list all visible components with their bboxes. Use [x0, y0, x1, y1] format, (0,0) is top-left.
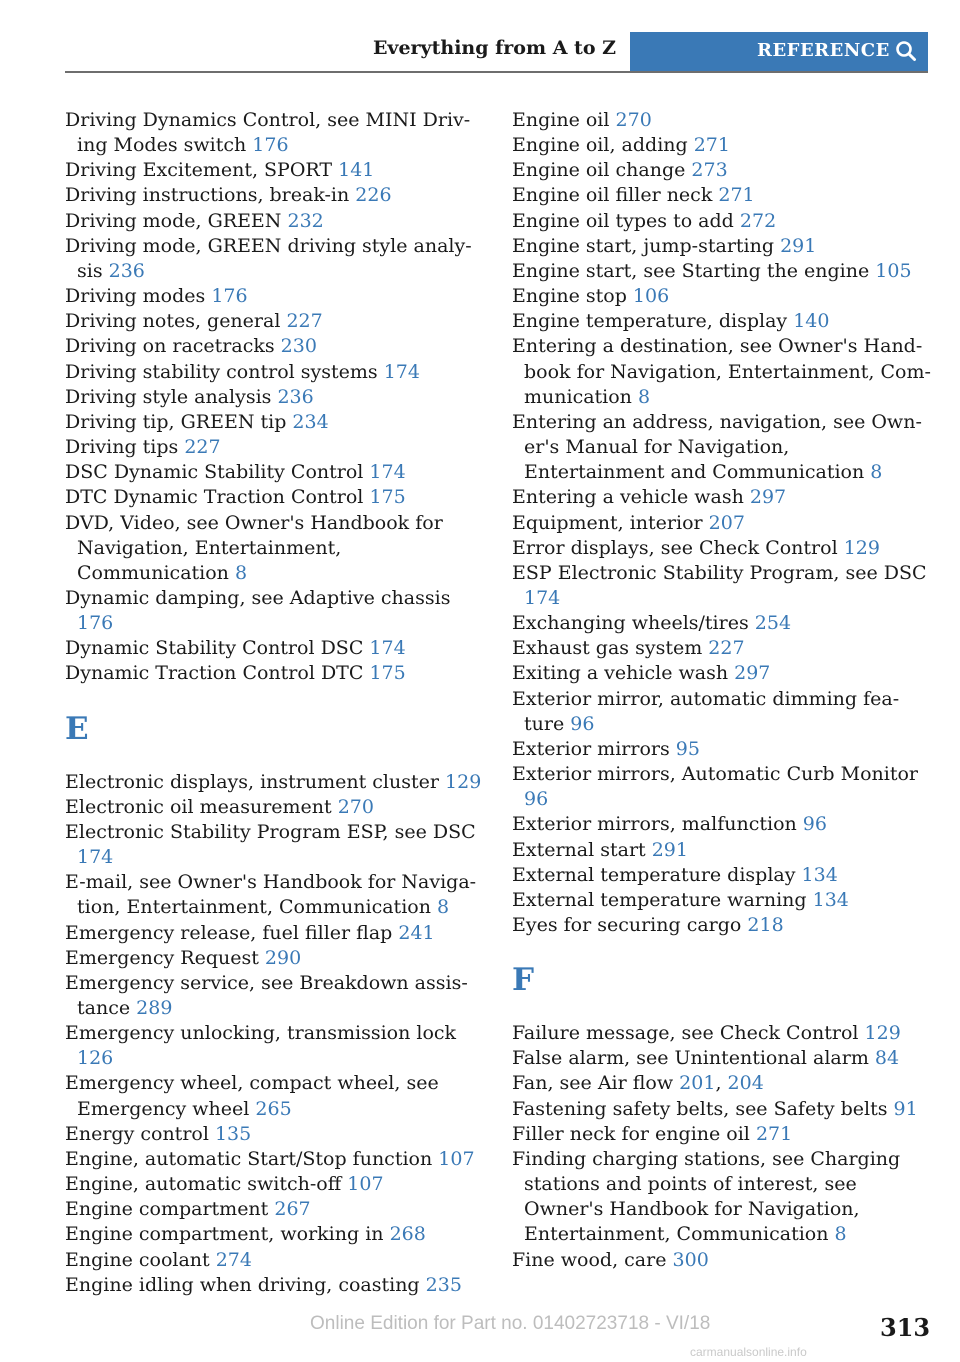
page-reference-link[interactable]: 241 — [398, 921, 435, 944]
index-entry-text: Driving Excitement, SPORT — [65, 159, 333, 182]
page-reference-link[interactable]: 273 — [691, 159, 728, 182]
page-reference-link[interactable]: 8 — [437, 896, 450, 919]
index-entry — [65, 209, 485, 234]
index-entry — [512, 485, 932, 510]
page-reference-link[interactable]: 174 — [369, 637, 406, 660]
index-entry — [65, 1222, 485, 1247]
index-entry-text: Engine coolant — [65, 1248, 210, 1271]
index-entry — [65, 435, 485, 460]
index-entry-text: Filler neck for engine oil — [512, 1122, 750, 1145]
index-entry-text: Engine compartment — [65, 1198, 269, 1221]
page-reference-link[interactable]: 8 — [637, 385, 651, 408]
index-entry-text: Exiting a vehicle wash — [512, 662, 729, 685]
index-entry-text: Energy control — [65, 1122, 209, 1145]
page-reference-link[interactable]: 174 — [383, 360, 420, 383]
index-entry — [512, 209, 932, 234]
index-entry — [512, 183, 932, 208]
index-entry — [512, 133, 932, 158]
index-entry-text: Dynamic Traction Control DTC — [65, 662, 364, 685]
index-entry — [512, 687, 932, 737]
index-entry-text: DSC Dynamic Stability Control — [65, 461, 364, 484]
index-entry — [65, 158, 485, 183]
index-entry-text: Entering an address, navigation, see Owner's Manual for Navigation, Entertainment and Communication — [512, 410, 922, 484]
page-reference-link[interactable]: 135 — [214, 1122, 252, 1145]
page-reference-link[interactable]: 227 — [708, 637, 745, 660]
index-entry-text: Electronic Stability Program ESP, see DSC — [65, 820, 476, 843]
page-reference-link[interactable]: 204 — [727, 1072, 764, 1095]
page-reference-link[interactable]: 265 — [255, 1097, 292, 1120]
page-reference-link[interactable]: 107 — [347, 1173, 384, 1196]
page-number: 313 — [880, 1313, 931, 1342]
index-entry-text: Driving tip, GREEN tip — [65, 410, 287, 433]
index-entry — [512, 158, 932, 183]
index-entry-text: ESP Electronic Stability Program, see DSC — [512, 561, 927, 584]
page-reference-link[interactable]: 174 — [369, 461, 406, 484]
index-entry — [65, 1197, 485, 1222]
index-entry-text: Engine start, see Starting the engine — [512, 259, 870, 282]
index-entry — [65, 636, 485, 661]
index-entry — [65, 1071, 485, 1121]
page-reference-link[interactable]: 289 — [136, 997, 173, 1019]
page-reference-link[interactable]: 140 — [793, 310, 830, 333]
section-label: REFERENCE — [757, 40, 890, 61]
index-entry — [512, 661, 932, 686]
page-reference-link[interactable]: 176 — [211, 285, 248, 308]
index-entry — [65, 795, 485, 820]
index-entry — [512, 636, 932, 661]
index-entry-text: External temperature warning — [512, 888, 807, 911]
header-divider — [65, 71, 928, 73]
index-entry-text: Engine idling when driving, coasting — [65, 1273, 420, 1296]
page-reference-link[interactable]: 8 — [870, 461, 883, 484]
index-entry-text: Exchanging wheels/tires — [512, 612, 749, 635]
index-entry — [65, 770, 485, 795]
page-reference-link[interactable]: 174 — [77, 846, 114, 869]
page-reference-link[interactable]: 268 — [389, 1223, 426, 1246]
index-entry — [512, 334, 932, 409]
page-reference-link[interactable]: 230 — [280, 335, 317, 358]
index-entry-text: Engine oil, adding — [512, 134, 688, 157]
page-reference-link[interactable]: 96 — [524, 788, 549, 811]
index-entry-text: Error displays, see Check Control — [512, 536, 838, 559]
index-entry — [65, 511, 485, 586]
page-reference-link[interactable]: 254 — [754, 612, 792, 635]
page-reference-link[interactable]: 175 — [369, 662, 406, 685]
index-entry-text: Entering a vehicle wash — [512, 486, 744, 509]
index-entry — [512, 913, 932, 938]
index-entry-text: Engine oil types to add — [512, 209, 734, 232]
page-reference-link[interactable]: 267 — [274, 1198, 311, 1221]
page-reference-link[interactable]: 105 — [875, 259, 912, 282]
index-entry-text: Engine oil change — [512, 159, 686, 182]
page-reference-link[interactable]: 129 — [843, 536, 880, 559]
index-entry-text: DTC Dynamic Traction Control — [65, 486, 364, 509]
header-title: Everything from A to Z — [372, 37, 616, 59]
index-column-left — [65, 108, 485, 1298]
index-entry-text: Driving style analysis — [65, 385, 272, 408]
index-entry-text: Engine oil filler neck — [512, 184, 713, 207]
index-entry — [512, 762, 932, 812]
index-entry — [65, 971, 485, 1021]
page-reference-link[interactable]: 271 — [718, 184, 755, 207]
index-entry-text: Fine wood, care — [512, 1248, 667, 1271]
page-reference-link[interactable]: 274 — [215, 1248, 252, 1271]
page-reference-link[interactable]: 96 — [570, 712, 595, 735]
index-entry — [65, 309, 485, 334]
index-entry-text: Engine oil — [512, 109, 610, 131]
page-reference-link[interactable]: 232 — [287, 209, 324, 232]
index-entry-text: Engine stop — [512, 285, 627, 308]
index-entry — [512, 863, 932, 888]
index-entry-text: Fastening safety belts, see Safety belts — [512, 1097, 888, 1120]
index-entry — [65, 1273, 485, 1298]
search-icon — [893, 38, 919, 64]
index-entry — [512, 410, 932, 485]
index-entry — [65, 870, 485, 920]
index-entry — [65, 946, 485, 971]
index-entry-text: Failure message, see Check Control — [512, 1022, 859, 1045]
index-entry — [512, 309, 932, 334]
index-entry — [65, 1122, 485, 1147]
index-entry — [65, 108, 485, 158]
index-entry — [65, 586, 485, 636]
page-reference-link[interactable]: 8 — [234, 561, 248, 584]
index-entry-text: DVD, Video, see Owner's Handbook for Navigation, Entertainment, Communication — [65, 511, 443, 584]
index-entry-text: Eyes for securing cargo — [512, 914, 742, 936]
index-entry — [512, 284, 932, 309]
index-entry — [512, 1147, 932, 1248]
index-entry-text: Driving instructions, break-in — [65, 184, 350, 207]
index-entry-text: External temperature display — [512, 863, 796, 886]
index-entry-text: Exterior mirrors, malfunction — [512, 813, 797, 836]
index-entry: Fan, see Air flow 201, 204 — [512, 1072, 764, 1095]
index-entry — [512, 561, 932, 611]
index-letter-heading: E — [65, 710, 89, 747]
page-reference-link[interactable]: 297 — [749, 486, 787, 509]
page-reference-link[interactable]: 141 — [338, 159, 375, 182]
index-entry-text: Emergency service, see Breakdown assistance — [65, 971, 468, 1019]
page-reference-link[interactable]: 95 — [675, 737, 700, 760]
watermark: carmanualsonline.info — [690, 1345, 807, 1359]
page-reference-link[interactable]: 270 — [615, 109, 652, 131]
index-entry — [512, 737, 932, 762]
index-entry-text: Driving mode, GREEN — [65, 209, 282, 232]
index-column-right — [512, 108, 932, 1273]
index-entry — [65, 1248, 485, 1273]
index-entry — [512, 812, 932, 837]
index-entry-text: Engine start, jump-starting — [512, 234, 775, 257]
index-entry-text: False alarm, see Unintentional alarm — [512, 1047, 869, 1070]
page-reference-link[interactable]: 174 — [524, 586, 561, 609]
page-reference-link[interactable]: 271 — [693, 134, 730, 157]
index-entry — [65, 410, 485, 435]
index-entry — [512, 888, 932, 913]
page-reference-link[interactable]: 227 — [286, 310, 323, 333]
index-entry-text: Finding charging stations, see Charging stations and points of interest, see Owner's Handbook for Navigation, Entertainment, Communication — [512, 1147, 901, 1246]
footer-edition: Online Edition for Part no. 01402723718 - VI/18 — [310, 1313, 711, 1334]
page-reference-link[interactable]: 8 — [834, 1223, 847, 1246]
page-reference-link[interactable]: 218 — [747, 914, 784, 936]
index-entry-text: Emergency release, fuel filler flap — [65, 921, 393, 944]
index-entry — [512, 1046, 932, 1071]
index-entry — [65, 284, 485, 309]
page-reference-link[interactable]: 291 — [651, 838, 688, 861]
page-reference-link[interactable]: 107 — [438, 1147, 475, 1170]
index-entry-text: Driving modes — [65, 285, 206, 308]
page-reference-link[interactable]: 201 — [679, 1072, 716, 1095]
index-entry-text: Engine, automatic switch-off — [65, 1173, 342, 1196]
page-reference-link[interactable]: 106 — [632, 285, 670, 308]
page-reference-link[interactable]: 227 — [184, 436, 221, 459]
page-reference-link[interactable]: 272 — [739, 209, 777, 232]
page-reference-link[interactable]: 134 — [801, 863, 838, 886]
page-reference-link[interactable]: 176 — [77, 612, 114, 635]
page-reference-link[interactable]: 234 — [292, 410, 329, 433]
index-entry — [512, 611, 932, 636]
index-entry — [512, 1122, 932, 1147]
index-entry — [65, 385, 485, 410]
index-entry — [65, 1172, 485, 1197]
index-entry — [65, 661, 485, 686]
page-reference-link[interactable]: 129 — [864, 1022, 901, 1045]
index-entry-text: External start — [512, 838, 646, 861]
index-entry-text: Engine, automatic Start/Stop function — [65, 1147, 433, 1170]
index-entry-text: Exhaust gas system — [512, 637, 703, 660]
page-reference-link[interactable]: 226 — [355, 184, 392, 207]
page-reference-link[interactable]: 236 — [277, 385, 314, 408]
page-reference-link[interactable]: 236 — [108, 259, 145, 282]
page-reference-link[interactable]: 91 — [893, 1097, 918, 1120]
index-entry — [512, 234, 932, 259]
page-reference-link[interactable]: 134 — [812, 888, 849, 911]
index-entry-text: Engine compartment, working in — [65, 1223, 384, 1246]
index-entry-text: Equipment, interior — [512, 511, 703, 534]
index-entry-text: Emergency Request — [65, 946, 259, 969]
index-entry-text: Fan, see Air flow — [512, 1072, 674, 1095]
index-entry-text: Exterior mirrors — [512, 737, 670, 760]
index-letter-heading: F — [512, 962, 535, 999]
page-reference-link[interactable]: 290 — [264, 946, 302, 969]
page-reference-link[interactable]: 126 — [77, 1047, 114, 1070]
index-entry-text: E-mail, see Owner's Handbook for Navigation, Entertainment, Communication — [65, 871, 477, 919]
page-reference-link[interactable]: 175 — [369, 486, 406, 509]
index-entry — [65, 1021, 485, 1071]
index-entry-text: Emergency unlocking, transmission lock — [65, 1022, 457, 1045]
index-entry — [512, 108, 932, 133]
index-entry — [65, 1147, 485, 1172]
index-entry — [512, 1021, 932, 1046]
index-entry-text: Entering a destination, see Owner's Handbook for Navigation, Entertainment, Communication — [512, 335, 931, 408]
index-entry-text: Exterior mirror, automatic dimming feature — [512, 687, 900, 735]
index-entry-text: Dynamic Stability Control DSC — [65, 637, 364, 660]
index-entry-text: Electronic displays, instrument cluster — [65, 770, 439, 793]
page-reference-link[interactable]: 297 — [734, 662, 771, 685]
page-reference-link[interactable]: 271 — [755, 1122, 793, 1145]
index-entry-text: Driving tips — [65, 436, 179, 459]
page-reference-link[interactable]: 300 — [672, 1248, 709, 1271]
index-entry-text: Emergency wheel, compact wheel, see Emergency wheel — [65, 1072, 439, 1120]
index-entry-text: Engine temperature, display — [512, 310, 788, 333]
page-reference-link[interactable]: 270 — [337, 795, 374, 818]
page-reference-link[interactable]: 291 — [780, 234, 817, 257]
index-entry-text: Driving Dynamics Control, see MINI Driving Modes switch — [65, 109, 471, 157]
index-entry-text: Driving on racetracks — [65, 335, 275, 358]
index-entry — [512, 536, 932, 561]
page-reference-link[interactable]: 235 — [425, 1273, 462, 1296]
index-entry-text: Exterior mirrors, Automatic Curb Monitor — [512, 763, 918, 786]
index-entry-text: Dynamic damping, see Adaptive chassis — [65, 586, 451, 609]
page-reference-link[interactable]: 207 — [708, 511, 745, 534]
index-entry-text: Electronic oil measurement — [65, 795, 332, 818]
index-entry — [65, 820, 485, 870]
index-entry — [65, 334, 485, 359]
index-entry — [65, 360, 485, 385]
index-entry-text: Driving notes, general — [65, 310, 281, 333]
page-reference-link[interactable]: 96 — [802, 813, 827, 836]
index-entry — [512, 511, 932, 536]
index-entry-text: Driving stability control systems — [65, 360, 378, 383]
section-tab — [630, 32, 928, 71]
index-entry-text: Driving mode, GREEN driving style analysis — [65, 234, 472, 282]
page-reference-link[interactable]: 129 — [445, 770, 482, 793]
index-entry — [65, 234, 485, 284]
index-entry — [512, 838, 932, 863]
index-entry — [65, 921, 485, 946]
index-entry — [65, 183, 485, 208]
index-entry — [512, 1248, 932, 1273]
page-reference-link[interactable]: 176 — [252, 134, 289, 157]
index-entry — [512, 259, 932, 284]
index-entry — [65, 485, 485, 510]
index-entry — [512, 1097, 932, 1122]
page-reference-link[interactable]: 84 — [874, 1047, 900, 1070]
index-entry — [65, 460, 485, 485]
